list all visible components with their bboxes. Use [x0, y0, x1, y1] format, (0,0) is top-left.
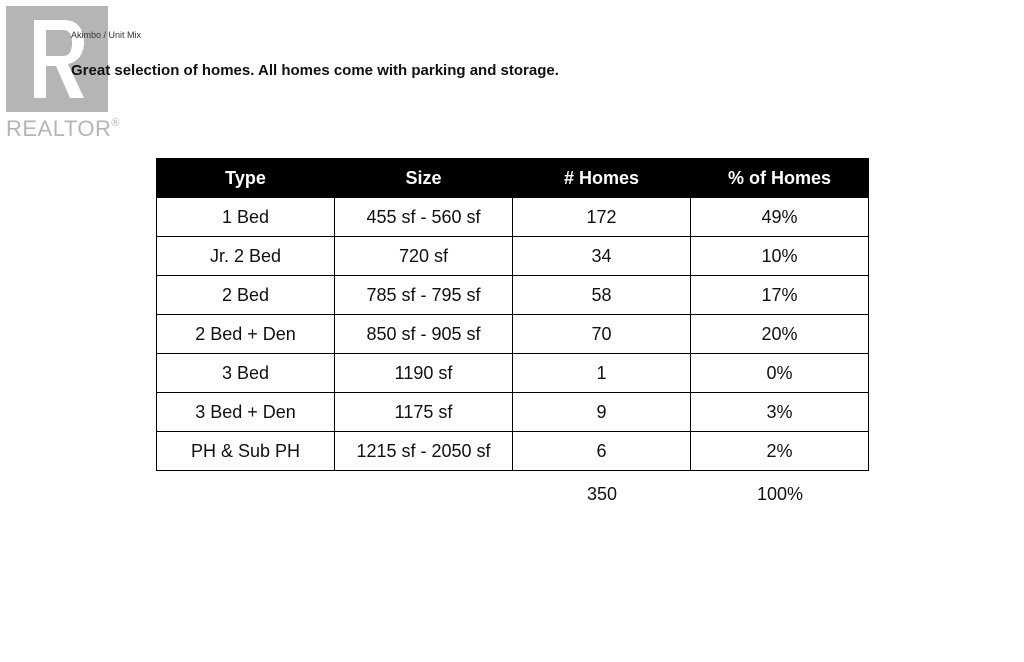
- cell-homes: 6: [513, 432, 691, 471]
- cell-homes: 58: [513, 276, 691, 315]
- registered-mark: ®: [111, 117, 120, 129]
- table-row: [157, 237, 869, 276]
- cell-homes: 9: [513, 393, 691, 432]
- cell-homes: 70: [513, 315, 691, 354]
- table-row: [157, 393, 869, 432]
- cell-percent: 49%: [691, 198, 869, 237]
- header-size: Size: [335, 159, 513, 198]
- breadcrumb: Akimbo / Unit Mix: [71, 30, 142, 40]
- page-headline: Great selection of homes. All homes come with parking and storage.: [71, 62, 559, 79]
- total-percent: 100%: [756, 484, 804, 504]
- cell-size: 1190 sf: [335, 354, 513, 393]
- cell-size: 455 sf - 560 sf: [335, 198, 513, 237]
- cell-size: 1175 sf: [335, 393, 513, 432]
- cell-type: 2 Bed: [157, 276, 335, 315]
- table-header-row: [157, 159, 869, 198]
- cell-type: 3 Bed + Den: [157, 393, 335, 432]
- table-row: [157, 354, 869, 393]
- table-row: [157, 276, 869, 315]
- cell-percent: 17%: [691, 276, 869, 315]
- cell-type: 3 Bed: [157, 354, 335, 393]
- cell-size: 785 sf - 795 sf: [335, 276, 513, 315]
- header-type: Type: [157, 159, 335, 198]
- cell-type: Jr. 2 Bed: [157, 237, 335, 276]
- realtor-wordmark: REALTOR®: [6, 116, 120, 141]
- cell-percent: 20%: [691, 315, 869, 354]
- header-percent: % of Homes: [691, 159, 869, 198]
- cell-homes: 172: [513, 198, 691, 237]
- table-row: [157, 315, 869, 354]
- total-homes: 350: [586, 484, 618, 504]
- cell-homes: 34: [513, 237, 691, 276]
- cell-percent: 10%: [691, 237, 869, 276]
- cell-type: 1 Bed: [157, 198, 335, 237]
- table-row: [157, 432, 869, 471]
- realtor-logo-box: [6, 6, 108, 112]
- cell-type: 2 Bed + Den: [157, 315, 335, 354]
- cell-percent: 0%: [691, 354, 869, 393]
- cell-percent: 3%: [691, 393, 869, 432]
- cell-percent: 2%: [691, 432, 869, 471]
- table-row: [157, 198, 869, 237]
- header-homes: # Homes: [513, 159, 691, 198]
- unit-mix-table: [156, 158, 869, 471]
- cell-size: 1215 sf - 2050 sf: [335, 432, 513, 471]
- cell-size: 720 sf: [335, 237, 513, 276]
- cell-type: PH & Sub PH: [157, 432, 335, 471]
- realtor-r-icon: [28, 6, 88, 112]
- cell-size: 850 sf - 905 sf: [335, 315, 513, 354]
- cell-homes: 1: [513, 354, 691, 393]
